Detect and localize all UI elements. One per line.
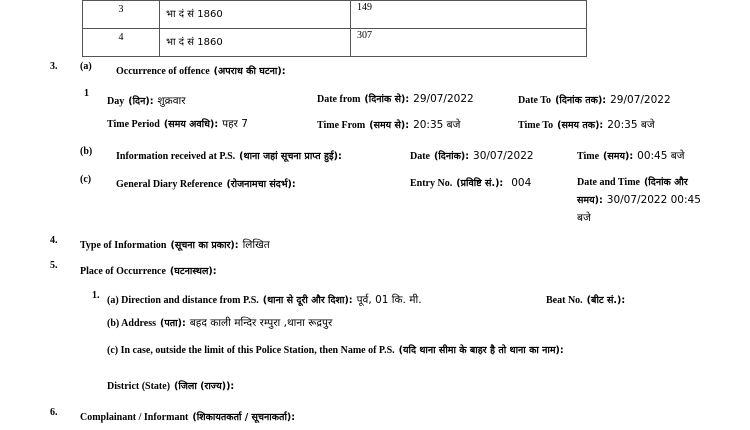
table-row — [83, 29, 587, 57]
address-field: (b) Address (पता): बहद काली मन्दिर रम्पुरा ,थाना रूद्रपुर — [107, 317, 333, 329]
section-number: 6. — [50, 407, 58, 418]
row-number: 1. — [92, 290, 100, 301]
date-to-value: 29/07/2022 — [610, 94, 671, 106]
day-value: शुक्रवार — [157, 95, 186, 107]
type-of-information-value: लिखित — [242, 239, 270, 251]
table-row — [83, 1, 587, 29]
section-cell: 307 — [351, 29, 587, 57]
date-time-value-suffix: बजे — [577, 212, 591, 224]
complainant-heading: Complainant / Informant (शिकायतकर्ता / सूचनाकर्ता): — [80, 412, 296, 423]
occurrence-heading — [116, 61, 286, 79]
place-of-occurrence-heading: Place of Occurrence (घटनास्थल): — [80, 266, 217, 277]
outside-limit-field: (c) In case, outside the limit of this Police Station, then Name of P.S. (यदि थाना सीमा के बाहर है तो थाना का नाम): — [107, 345, 564, 356]
section-number: 5. — [50, 260, 58, 271]
general-diary-field: General Diary Reference (रोजनामचा संदर्भ): — [116, 179, 296, 190]
date-from-value: 29/07/2022 — [413, 93, 474, 105]
time-period-value: पहर 7 — [222, 118, 248, 130]
sub-marker: (b) — [80, 146, 93, 157]
direction-distance-value: पूर्व, 01 कि. मी. — [356, 294, 422, 306]
section-number: 3. — [50, 61, 58, 72]
date-from-field: Date from (दिनांक से): 29/07/2022 — [317, 93, 474, 105]
type-of-information-field: Type of Information (सूचना का प्रकार): लिखित — [80, 239, 270, 251]
act-cell: भा दं सं 1860 — [160, 1, 351, 29]
info-date-value: 30/07/2022 — [473, 150, 534, 162]
section-cell: 149 — [351, 1, 587, 29]
time-from-field: Time From (समय से): 20:35 बजे — [317, 119, 461, 131]
info-date-field: Date (दिनांक): 30/07/2022 — [410, 150, 534, 162]
serial-cell: 4 — [83, 29, 160, 57]
sub-marker: (a) — [80, 61, 92, 72]
section-number: 4. — [50, 235, 58, 246]
time-to-value: 20:35 बजे — [607, 119, 655, 131]
act-cell: भा दं सं 1860 — [160, 29, 351, 57]
entry-no-value: 004 — [511, 177, 532, 189]
time-to-field: Time To (समय तक): 20:35 बजे — [518, 119, 655, 131]
beat-no-field: Beat No. (बीट सं.): — [546, 295, 626, 306]
date-time-field: Date and Time (दिनांक और समय): 30/07/2022 00:45 बजे — [577, 177, 701, 224]
time-period-field: Time Period (समय अवधि): पहर 7 — [107, 118, 248, 130]
district-field: District (State) (जिला (राज्य)): — [107, 381, 235, 392]
address-value: बहद काली मन्दिर रम्पुरा ,थाना रूद्रपुर — [189, 317, 333, 329]
info-time-value: 00:45 बजे — [637, 150, 685, 162]
heading-hi: (अपराध की घटना): — [213, 66, 286, 77]
heading-en: Occurrence of offence — [116, 66, 210, 77]
acts-table — [82, 0, 587, 57]
info-received-field: Information received at P.S. (थाना जहां सूचना प्राप्त हुई): — [116, 151, 342, 162]
day-field: Day (दिन): शुक्रवार — [107, 95, 186, 107]
row-number: 1 — [84, 88, 89, 99]
serial-cell: 3 — [83, 1, 160, 29]
direction-distance-field: (a) Direction and distance from P.S. (थाना से दूरी और दिशा): पूर्व, 01 कि. मी. — [107, 294, 422, 306]
info-time-field: Time (समय): 00:45 बजे — [577, 150, 685, 162]
time-from-value: 20:35 बजे — [413, 119, 461, 131]
entry-no-field: Entry No. (प्रविष्टि सं.): 004 — [410, 177, 532, 189]
sub-marker: (c) — [80, 174, 92, 185]
date-to-field: Date To (दिनांक तक): 29/07/2022 — [518, 94, 671, 106]
date-time-value: 30/07/2022 00:45 — [606, 194, 701, 206]
